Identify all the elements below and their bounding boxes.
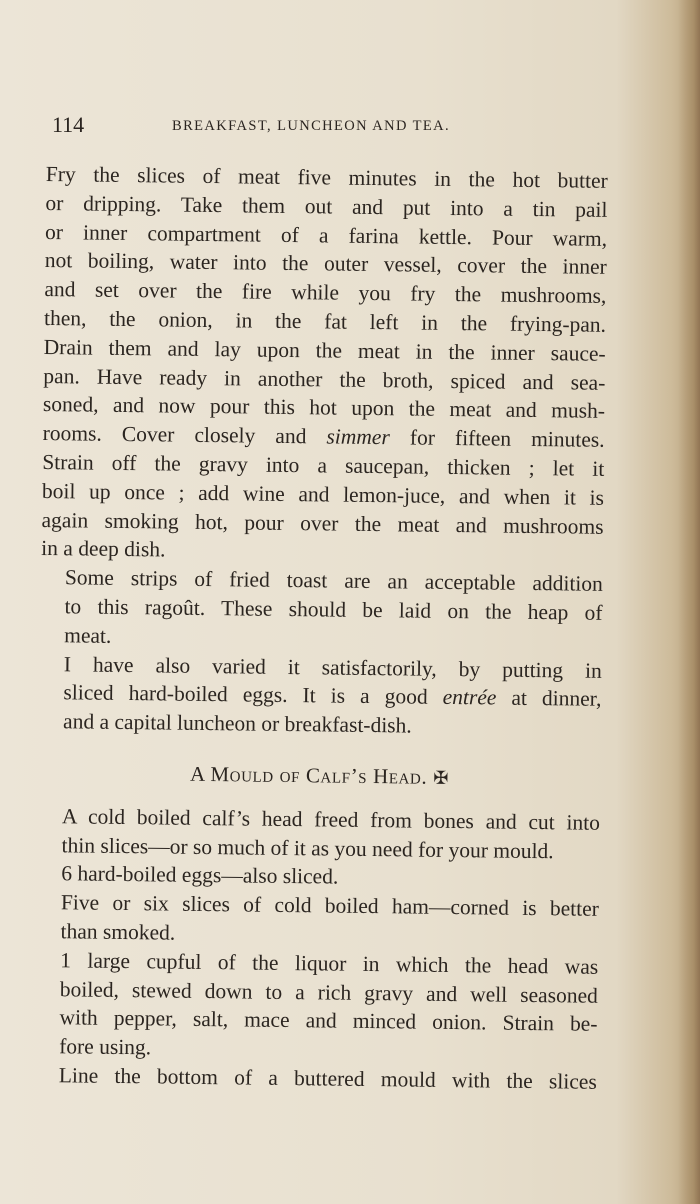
cross-mark-icon: ✠	[433, 767, 450, 788]
body-text	[35, 160, 608, 1096]
text-line: than smoked.	[60, 919, 176, 945]
text-line: thin slices—or so much of it as you need for your mould.	[61, 832, 554, 863]
title-segment: A	[189, 761, 211, 786]
text-line: to this ragoût. These should be laid on the heap of	[64, 594, 603, 625]
title-segment: Mould	[210, 761, 274, 787]
text-line: Strain off the gravy into a saucepan, thicken ; let it	[42, 449, 605, 481]
italic-word: simmer	[326, 424, 390, 450]
paragraph-4	[37, 802, 600, 866]
paragraph-1	[41, 160, 608, 570]
text-line: with pepper, salt, mace and minced onion. Strain be-	[59, 1005, 598, 1037]
text-line: A cold boiled calf’s head freed from bones and cut into	[61, 803, 601, 835]
title-segment: of	[273, 762, 307, 788]
text-line: or dripping. Take them out and put into a tin pail	[45, 190, 608, 222]
section-title	[38, 758, 600, 795]
text-line: Some strips of fried toast are an acceptable addition	[64, 565, 604, 596]
text-line: and set over the fire while you fry the mushrooms,	[44, 277, 607, 309]
text-line: Fry the slices of meat five minutes in the hot butter	[45, 161, 608, 193]
title-segment: Calf’s	[305, 763, 368, 788]
text-line: and a capital luncheon or breakfast-dish.	[62, 709, 412, 738]
text-line: boil up once ; add wine and lemon-juce, and when it is	[41, 478, 605, 510]
paragraph-3	[39, 650, 602, 743]
text-line: pan. Have ready in another the broth, spiced and sea-	[43, 363, 606, 395]
text-line: or inner compartment of a farina kettle. Pour warm,	[44, 219, 608, 251]
text-segment: at dinner,	[496, 685, 602, 712]
text-line: not boiling, water into the outer vessel, cover the inner	[44, 248, 607, 280]
text-line: soned, and now pour this hot upon the meat and mush-	[42, 392, 606, 424]
page-edge-shadow	[678, 0, 700, 1204]
paragraph-6	[36, 888, 599, 952]
text-line: boiled, stewed down to a rich gravy and well seasoned	[59, 976, 598, 1008]
page-header	[52, 112, 612, 142]
text-line: again smoking hot, pour over the meat and mushrooms	[41, 507, 604, 539]
running-head: BREAKFAST, LUNCHEON AND TEA.	[172, 118, 451, 134]
paragraph-8	[35, 1061, 597, 1097]
italic-word: entrée	[442, 685, 497, 710]
text-segment: for fifteen minutes.	[389, 425, 605, 453]
text-line: then, the onion, in the fat left in the frying-pan.	[43, 305, 607, 337]
paragraph-7	[35, 946, 598, 1068]
text-line: Line the bottom of a buttered mould with the slices	[58, 1063, 597, 1094]
text-line: Drain them and lay upon the meat in the inner sauce-	[43, 334, 606, 366]
page-number: 114	[52, 112, 85, 137]
text-segment: rooms. Cover closely and	[42, 421, 327, 449]
text-line: 1 large cupful of the liquor in which the head was	[60, 947, 599, 979]
text-line: in a deep dish.	[41, 536, 166, 562]
text-line: Five or six slices of cold boiled ham—corned is better	[60, 890, 600, 921]
text-line: I have also varied it satisfactorily, by putting in	[63, 651, 602, 683]
text-line: fore using.	[59, 1034, 152, 1060]
text-line: meat.	[64, 623, 112, 648]
text-line: 6 hard-boiled eggs—also sliced.	[61, 861, 339, 889]
paragraph-2	[40, 563, 603, 656]
text-segment: sliced hard-boiled eggs. It is a good	[63, 680, 443, 710]
title-segment: Head.	[372, 763, 428, 789]
